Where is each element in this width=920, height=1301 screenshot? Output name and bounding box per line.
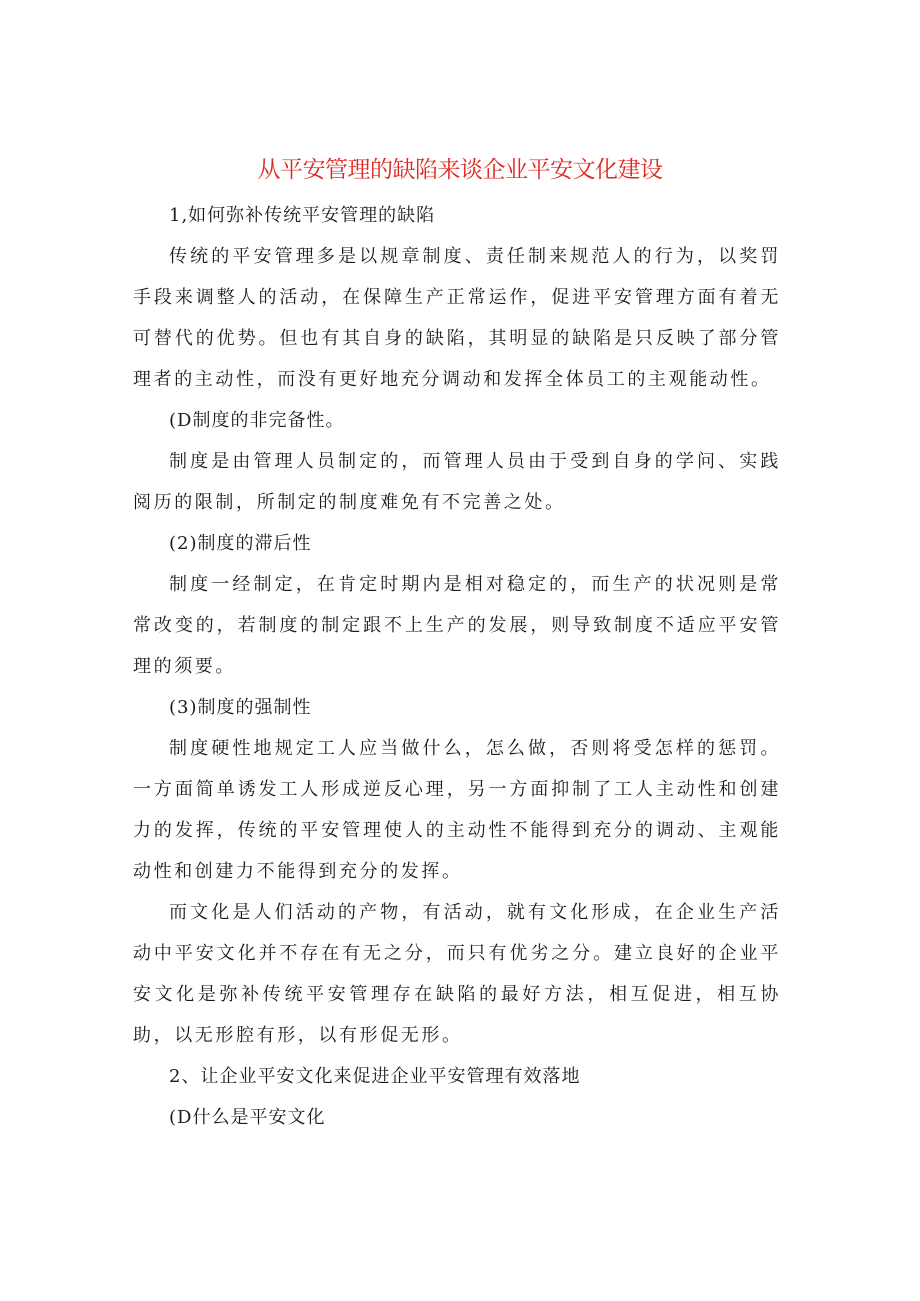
sub-heading-1: (D制度的非完备性。 bbox=[169, 410, 345, 431]
section-heading-2: 2、让企业平安文化来促进企业平安管理有效落地 bbox=[169, 1066, 581, 1087]
sub-heading-4: (D什么是平安文化 bbox=[169, 1107, 326, 1128]
body-paragraph: 而文化是人们活动的产物，有活动，就有文化形成，在企业生产活动中平安文化并不存在有无之分，而只有优劣之分。建立良好的企业平安文化是弥补传统平安管理存在缺陷的最好方法，相互促进，相互协助，以无形腔有形，以有形促无形。 bbox=[133, 902, 781, 1046]
sub-heading-3: (3)制度的强制性 bbox=[169, 697, 312, 718]
body-paragraph: 制度一经制定，在肯定时期内是相对稳定的，而生产的状况则是常常改变的，若制度的制定跟不上生产的发展，则导致制度不适应平安管理的须要。 bbox=[133, 574, 781, 677]
section-heading-1: 1,如何弥补传统平安管理的缺陷 bbox=[169, 205, 436, 226]
body-paragraph: 制度是由管理人员制定的，而管理人员由于受到自身的学问、实践阅历的限制，所制定的制度难免有不完善之处。 bbox=[133, 451, 781, 513]
document-body bbox=[133, 195, 781, 1138]
body-paragraph: 制度硬性地规定工人应当做什么，怎么做，否则将受怎样的惩罚。一方面简单诱发工人形成逆反心理，另一方面抑制了工人主动性和创建力的发挥，传统的平安管理使人的主动性不能得到充分的调动、主观能动性和创建力不能得到充分的发挥。 bbox=[133, 738, 781, 882]
sub-heading-2: (2)制度的滞后性 bbox=[169, 533, 312, 554]
document-title: 从平安管理的缺陷来谈企业平安文化建设 bbox=[257, 157, 663, 183]
body-paragraph: 传统的平安管理多是以规章制度、责任制来规范人的行为，以奖罚手段来调整人的活动，在保障生产正常运作，促进平安管理方面有着无可替代的优势。但也有其自身的缺陷，其明显的缺陷是只反映了部分管理者的主动性，而没有更好地充分调动和发挥全体员工的主观能动性。 bbox=[133, 246, 781, 390]
